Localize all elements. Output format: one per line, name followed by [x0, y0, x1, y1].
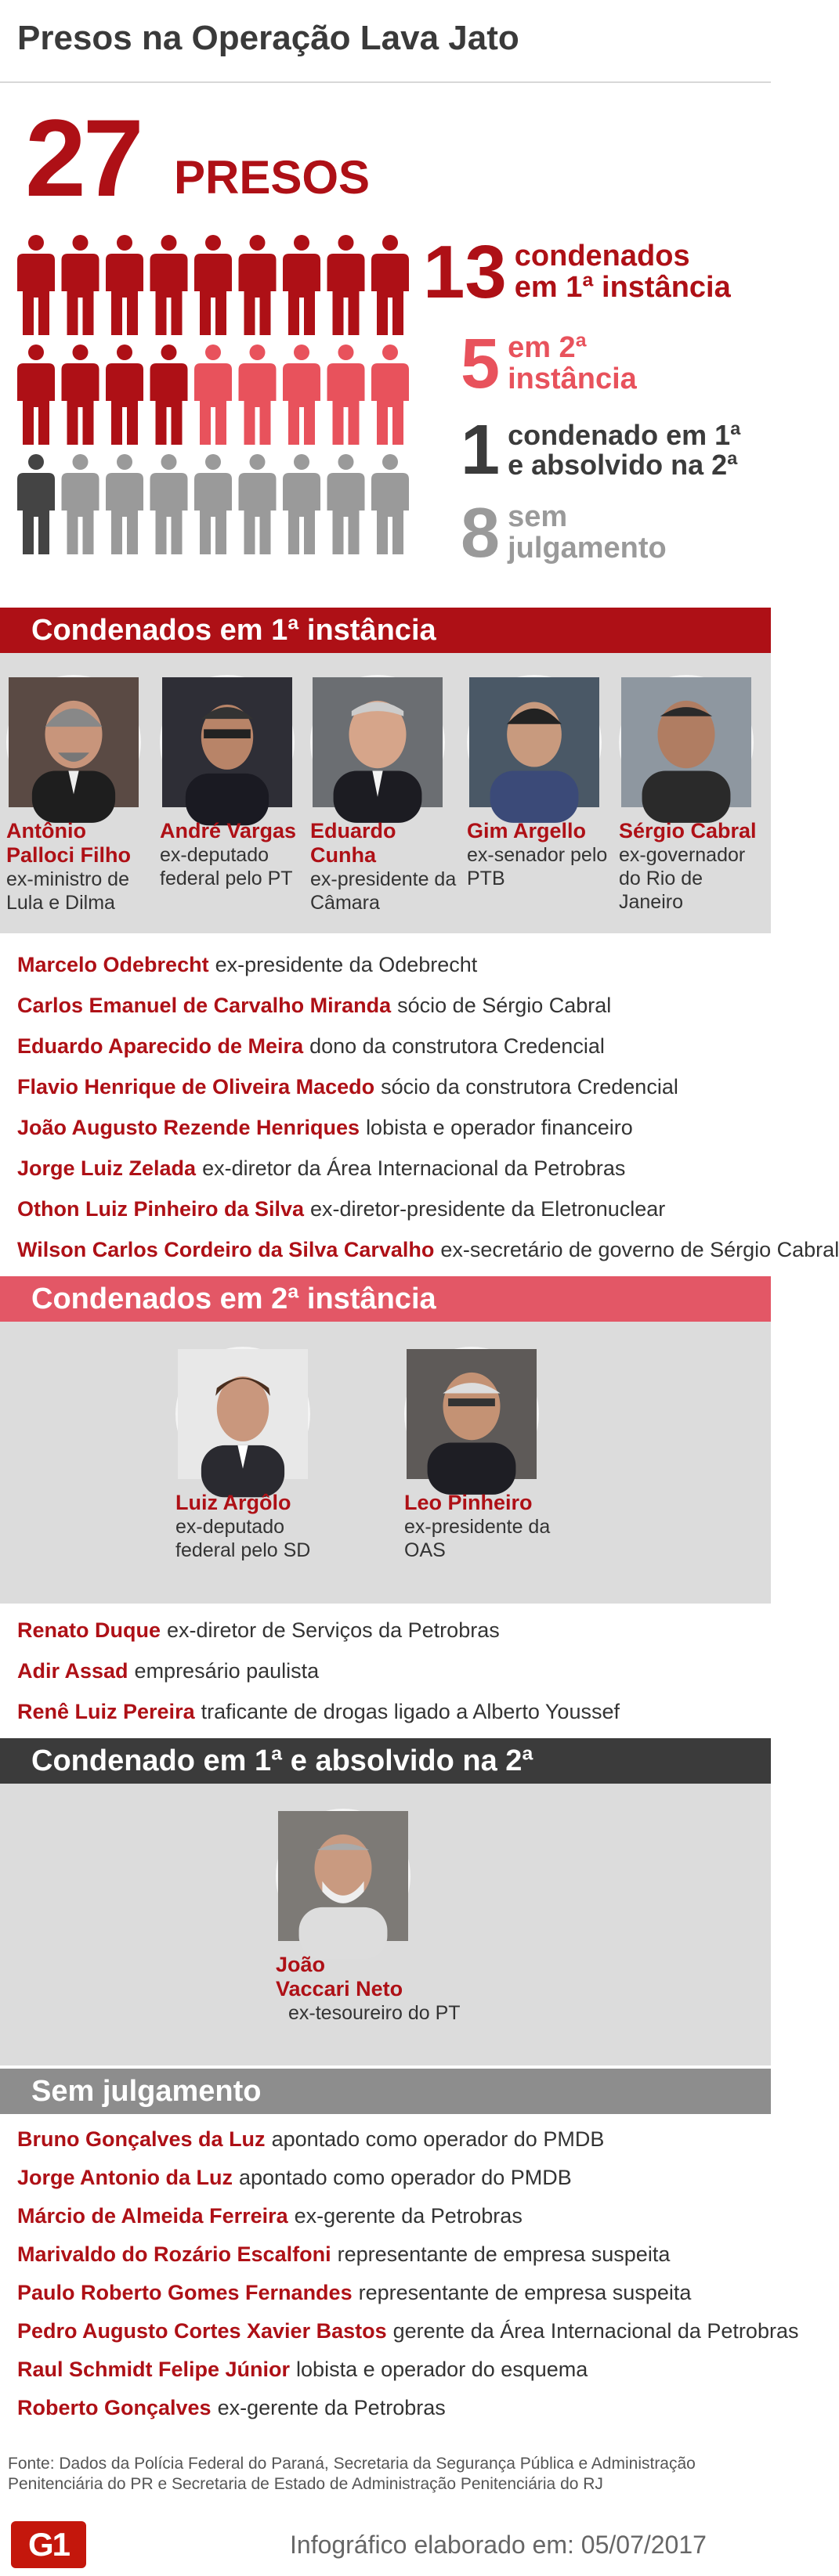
person-desc: ex-ministro de Lula e Dilma [6, 868, 129, 915]
person-icon [283, 454, 320, 554]
stat-absolvido [461, 411, 741, 489]
total-label: PRESOS [174, 151, 371, 204]
list-item [17, 1651, 761, 1691]
g1-logo: G1 [11, 2521, 86, 2568]
item-desc: dono da construtora Credencial [309, 1034, 605, 1058]
section-header-absolvido: Condenado em 1ª e absolvido na 2ª [0, 1738, 771, 1784]
item-desc: representante de empresa suspeita [358, 2281, 692, 2304]
item-name: Márcio de Almeida Ferreira [17, 2204, 288, 2228]
stat-text [508, 333, 637, 395]
stat-text-line: julgamento [508, 532, 667, 565]
person-card [310, 675, 459, 915]
person-desc: ex-tesoureiro do PT [288, 2002, 461, 2025]
list-item [17, 1026, 761, 1066]
stat-sem-julgamento [461, 494, 667, 572]
item-name: Renato Duque [17, 1618, 161, 1642]
person-icon [239, 345, 277, 445]
item-name: Paulo Roberto Gomes Fernandes [17, 2281, 353, 2304]
item-desc: apontado como operador do PMDB [238, 2166, 572, 2189]
stat-text [515, 241, 731, 304]
item-name: Renê Luiz Pereira [17, 1700, 195, 1723]
source-note: Fonte: Dados da Polícia Federal do Paraná, Secretaria da Segurança Pública e Administração Penitenciária do PR e Secretaria de Estado de Administração Penitenciária do RJ [8, 2455, 696, 2494]
person-name-line: Vaccari Neto [276, 1977, 403, 2001]
item-name: Jorge Antonio da Luz [17, 2166, 233, 2189]
stat-number: 13 [423, 230, 507, 314]
person-icon [283, 345, 320, 445]
person-icon [194, 235, 232, 335]
item-name: Carlos Emanuel de Carvalho Miranda [17, 994, 392, 1017]
person-icon [371, 454, 409, 554]
person-icon [17, 345, 55, 445]
sem-list [17, 2120, 799, 2427]
person-name: Eduardo Cunha [310, 819, 396, 868]
segunda-cards-panel [0, 1322, 771, 1604]
person-icon [194, 345, 232, 445]
person-icon [327, 345, 365, 445]
person-name: Sérgio Cabral [619, 819, 757, 842]
person-desc: ex-presidente da OAS [404, 1516, 551, 1562]
item-name: Adir Assad [17, 1659, 128, 1683]
item-name: Roberto Gonçalves [17, 2396, 212, 2419]
item-desc: ex-diretor-presidente da Eletronuclear [310, 1197, 666, 1221]
item-name: Wilson Carlos Cordeiro da Silva Carvalho [17, 1238, 435, 1261]
list-item [17, 1189, 761, 1229]
person-name: Antônio Palloci Filho [6, 819, 132, 868]
stat-text [508, 420, 740, 480]
stat-text-line: instância [508, 363, 637, 395]
person-name: Gim Argello [467, 819, 587, 842]
stat-text [508, 502, 667, 565]
person-icon [194, 454, 232, 554]
item-desc: lobista e operador do esquema [296, 2358, 588, 2381]
person-desc: ex-governador do Rio de Janeiro [619, 844, 746, 914]
list-item [17, 2389, 761, 2427]
person-name: André Vargas [160, 819, 297, 842]
person-icon [239, 454, 277, 554]
person-icon [106, 345, 143, 445]
stat-text-line: e absolvido na 2ª [508, 449, 738, 481]
person-card [160, 675, 301, 890]
item-desc: gerente da Área Internacional da Petrobras [392, 2319, 799, 2343]
person-card [467, 675, 608, 890]
list-item [17, 2159, 761, 2197]
stat-instancia-2 [461, 325, 637, 403]
item-name: Marcelo Odebrecht [17, 953, 209, 976]
section-header-primeira: Condenados em 1ª instância [0, 608, 771, 653]
list-item [17, 1107, 761, 1148]
person-icon [150, 345, 188, 445]
stat-number: 5 [461, 325, 501, 403]
item-desc: apontado como operador do PMDB [271, 2127, 605, 2151]
item-desc: sócio de Sérgio Cabral [397, 994, 612, 1017]
section-header-segunda: Condenados em 2ª instância [0, 1276, 771, 1322]
person-photo [619, 675, 754, 810]
page-title: Presos na Operação Lava Jato [17, 19, 519, 57]
total-number: 27 [25, 96, 141, 219]
list-item [17, 985, 761, 1026]
list-item [17, 2274, 761, 2312]
stat-text-line: em 2ª [508, 331, 587, 365]
list-item [17, 1610, 761, 1651]
list-item [17, 2235, 761, 2274]
person-card [619, 675, 771, 914]
item-name: Marivaldo do Rozário Escalfoni [17, 2242, 331, 2266]
primeira-list [17, 944, 839, 1270]
person-card [6, 675, 155, 915]
item-name: Pedro Augusto Cortes Xavier Bastos [17, 2319, 387, 2343]
item-desc: lobista e operador financeiro [366, 1116, 633, 1139]
info-date: Infográfico elaborado em: 05/07/2017 [290, 2531, 707, 2559]
person-icon [239, 235, 277, 335]
person-icon [106, 454, 143, 554]
list-item [17, 2120, 761, 2159]
list-item [17, 1066, 761, 1107]
segunda-list [17, 1610, 761, 1732]
person-desc: ex-senador pelo PTB [467, 844, 608, 890]
list-item [17, 2351, 761, 2389]
item-name: Othon Luiz Pinheiro da Silva [17, 1197, 305, 1221]
stat-condenados-1 [423, 230, 731, 314]
person-name: Luiz Argôlo [175, 1491, 291, 1514]
stat-number: 1 [461, 411, 501, 489]
item-desc: ex-gerente da Petrobras [217, 2396, 446, 2419]
item-name: Jorge Luiz Zelada [17, 1156, 197, 1180]
people-pictogram [17, 235, 418, 572]
person-icon [150, 454, 188, 554]
person-card [276, 1809, 511, 2025]
person-photo [404, 1347, 539, 1481]
item-desc: sócio da construtora Credencial [381, 1075, 678, 1099]
person-desc: ex-deputado federal pelo PT [160, 844, 293, 890]
person-photo [6, 675, 141, 810]
person-photo [276, 1809, 410, 1943]
person-icon [17, 454, 55, 554]
item-name: Bruno Gonçalves da Luz [17, 2127, 266, 2151]
person-icon [283, 235, 320, 335]
stat-text-line: condenado em 1ª [508, 419, 741, 452]
person-photo [175, 1347, 310, 1481]
stat-text-line: condenados [514, 240, 690, 273]
item-name: Flavio Henrique de Oliveira Macedo [17, 1075, 375, 1099]
person-icon [62, 345, 99, 445]
item-desc: empresário paulista [134, 1659, 320, 1683]
list-item [17, 2312, 799, 2351]
item-desc: representante de empresa suspeita [337, 2242, 671, 2266]
person-name: Leo Pinheiro [404, 1491, 533, 1514]
person-photo [160, 675, 295, 810]
list-item [17, 1691, 761, 1732]
person-name [276, 1953, 511, 2001]
person-icon [62, 235, 99, 335]
person-icon [106, 235, 143, 335]
section-header-sem: Sem julgamento [0, 2069, 771, 2114]
person-icon [327, 235, 365, 335]
stat-text-line: em 1ª instância [514, 271, 731, 304]
person-icon [327, 454, 365, 554]
person-desc: ex-presidente da Câmara [310, 868, 457, 915]
item-name: Eduardo Aparecido de Meira [17, 1034, 304, 1058]
person-card [404, 1347, 561, 1562]
person-photo [467, 675, 602, 810]
item-desc: ex-diretor da Área Internacional da Petrobras [202, 1156, 626, 1180]
title-divider [0, 81, 771, 83]
list-item [17, 1148, 761, 1189]
person-desc: ex-deputado federal pelo SD [175, 1516, 311, 1562]
item-desc: ex-secretário de governo de Sérgio Cabral [440, 1238, 839, 1261]
list-item [17, 1229, 839, 1270]
item-name: Raul Schmidt Felipe Júnior [17, 2358, 291, 2381]
item-name: João Augusto Rezende Henriques [17, 1116, 360, 1139]
stat-number: 8 [461, 494, 501, 572]
person-icon [371, 235, 409, 335]
person-card [175, 1347, 324, 1562]
list-item [17, 2197, 761, 2235]
stat-text-line: sem [508, 500, 568, 534]
person-icon [17, 235, 55, 335]
list-item [17, 944, 761, 985]
person-icon [62, 454, 99, 554]
person-photo [310, 675, 445, 810]
person-name-line: João [276, 1953, 326, 1976]
item-desc: ex-presidente da Odebrecht [215, 953, 478, 976]
item-desc: traficante de drogas ligado a Alberto Youssef [201, 1700, 620, 1723]
item-desc: ex-gerente da Petrobras [294, 2204, 523, 2228]
person-icon [150, 235, 188, 335]
item-desc: ex-diretor de Serviços da Petrobras [167, 1618, 500, 1642]
person-icon [371, 345, 409, 445]
